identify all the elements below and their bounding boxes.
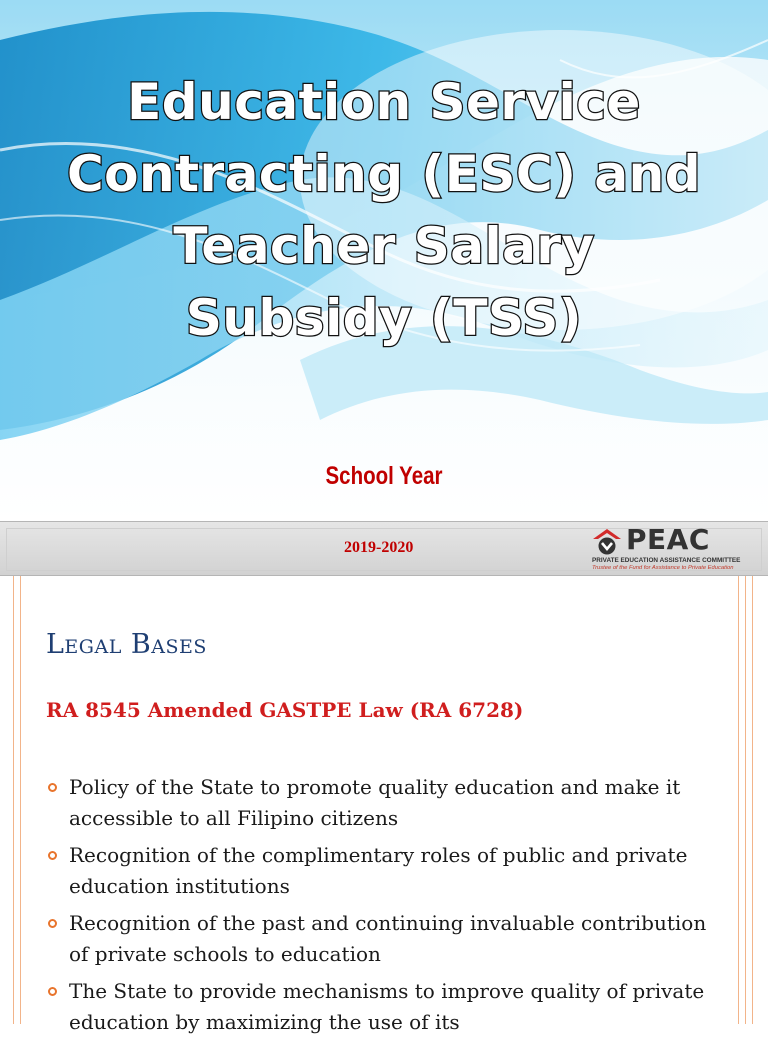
circle-bullet-icon	[48, 987, 57, 996]
left-border-line	[13, 576, 14, 1024]
bullet-text: The State to provide mechanisms to improve quality of private education by maximizing the use of its	[69, 979, 705, 1034]
peac-logo	[588, 525, 764, 573]
school-year-label: School Year	[325, 462, 443, 490]
title-slide	[0, 0, 768, 521]
list-item	[46, 772, 716, 834]
list-item	[46, 976, 716, 1038]
title-line: Contracting (ESC) and	[66, 145, 701, 203]
year-banner	[0, 521, 768, 576]
peac-subtitle: PRIVATE EDUCATION ASSISTANCE COMMITTEE	[592, 557, 741, 564]
right-border-line	[745, 576, 746, 1024]
slide-subheading: RA 8545 Amended GASTPE Law (RA 6728)	[46, 698, 524, 722]
bullet-text: Recognition of the past and continuing invaluable contribution of private schools to education	[69, 911, 707, 966]
bullet-list	[46, 772, 716, 1044]
left-border-line	[20, 576, 21, 1024]
slide-title	[0, 66, 768, 354]
slide-heading: Legal Bases	[46, 629, 207, 660]
title-line: Education Service	[127, 73, 641, 131]
school-year-value: 2019-2020	[344, 539, 414, 556]
title-line: Teacher Salary	[173, 217, 595, 275]
peac-shield-icon	[590, 527, 624, 557]
right-border-line	[752, 576, 753, 1024]
title-line: Subsidy (TSS)	[185, 289, 583, 347]
peac-wordmark: PEAC	[626, 523, 710, 556]
list-item	[46, 840, 716, 902]
circle-bullet-icon	[48, 851, 57, 860]
circle-bullet-icon	[48, 919, 57, 928]
list-item	[46, 908, 716, 970]
bullet-text: Recognition of the complimentary roles of public and private education institutions	[69, 843, 688, 898]
peac-tagline: Trustee of the Fund for Assistance to Private Education	[592, 565, 734, 571]
circle-bullet-icon	[48, 783, 57, 792]
bullet-text: Policy of the State to promote quality education and make it accessible to all Filipino citizens	[69, 775, 681, 830]
legal-bases-slide	[0, 576, 768, 1034]
right-border-line	[738, 576, 739, 1024]
